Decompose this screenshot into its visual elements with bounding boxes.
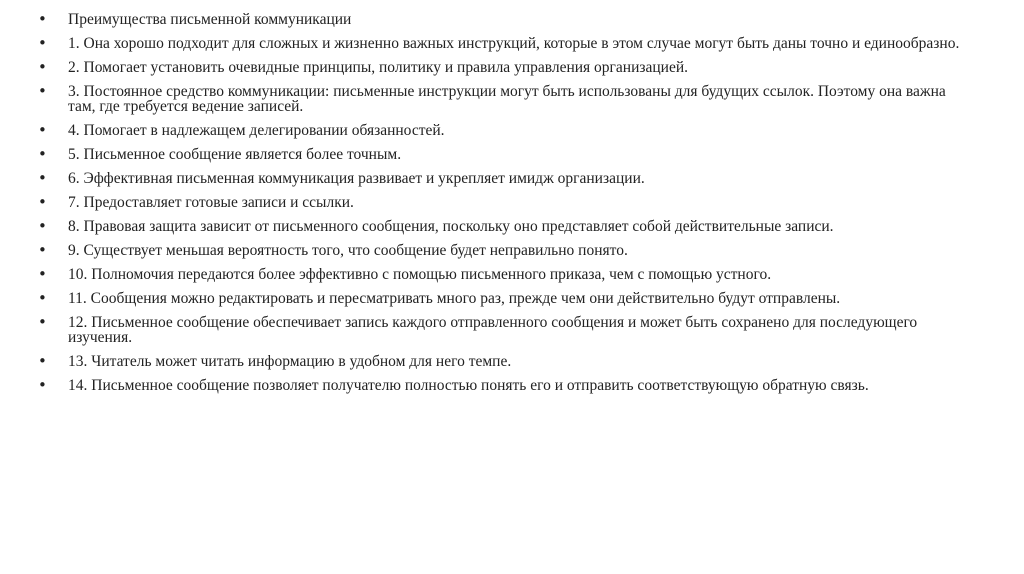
bullet-item-13 xyxy=(38,354,964,369)
bullet-item-7 xyxy=(38,195,964,210)
bullet-item-1 xyxy=(38,36,964,51)
bullet-dot: • xyxy=(38,169,47,187)
bullet-dot: • xyxy=(38,10,47,28)
bullet-dot: • xyxy=(38,352,47,370)
bullet-item-12 xyxy=(38,315,964,345)
bullet-dot: • xyxy=(38,145,47,163)
bullet-text: 2. Помогает установить очевидные принципы, политику и правила управления организацией. xyxy=(68,59,689,76)
bullet-item-11 xyxy=(38,291,964,306)
bullet-dot: • xyxy=(38,376,47,394)
bullet-dot: • xyxy=(38,265,47,283)
bullet-dot: • xyxy=(38,313,47,331)
bullet-dot: • xyxy=(38,193,47,211)
bullet-text: 11. Сообщения можно редактировать и пересматривать много раз, прежде чем они действительно будут отправлены. xyxy=(68,290,841,307)
bullet-text: 5. Письменное сообщение является более точным. xyxy=(68,146,402,163)
bullet-item-9 xyxy=(38,243,964,258)
bullet-item-10 xyxy=(38,267,964,282)
bullet-item-2 xyxy=(38,60,964,75)
bullet-text: 8. Правовая защита зависит от письменного сообщения, поскольку оно представляет собой действительные записи. xyxy=(68,218,834,235)
bullet-item-8 xyxy=(38,219,964,234)
bullet-item-5 xyxy=(38,147,964,162)
bullet-text: 4. Помогает в надлежащем делегировании обязанностей. xyxy=(68,122,445,139)
bullet-text: 6. Эффективная письменная коммуникация развивает и укрепляет имидж организации. xyxy=(68,170,645,187)
bullet-text: 13. Читатель может читать информацию в удобном для него темпе. xyxy=(68,353,512,370)
bullet-text: 3. Постоянное средство коммуникации: письменные инструкции могут быть использованы для будущих ссылок. Поэтому она важна там, где требуется ведение записей. xyxy=(68,83,946,115)
bullet-text: 7. Предоставляет готовые записи и ссылки. xyxy=(68,194,354,211)
bullet-text: 1. Она хорошо подходит для сложных и жизненно важных инструкций, которые в этом случае могут быть даны точно и единообразно. xyxy=(68,35,960,52)
bullet-dot: • xyxy=(38,289,47,307)
bullet-dot: • xyxy=(38,241,47,259)
bullet-text: 14. Письменное сообщение позволяет получателю полностью понять его и отправить соответствующую обратную связь. xyxy=(68,377,869,394)
bullet-item-14 xyxy=(38,378,964,393)
bullet-dot: • xyxy=(38,121,47,139)
bullet-list xyxy=(38,12,964,393)
bullet-text: 12. Письменное сообщение обеспечивает запись каждого отправленного сообщения и может быть сохранено для последующего изучения. xyxy=(68,314,918,346)
bullet-item-6 xyxy=(38,171,964,186)
bullet-item-3 xyxy=(38,84,964,114)
bullet-text: 9. Существует меньшая вероятность того, что сообщение будет неправильно понято. xyxy=(68,242,628,259)
bullet-dot: • xyxy=(38,34,47,52)
bullet-dot: • xyxy=(38,217,47,235)
bullet-dot: • xyxy=(38,82,47,100)
bullet-item-title xyxy=(38,12,964,27)
bullet-text: Преимущества письменной коммуникации xyxy=(68,11,352,28)
bullet-item-4 xyxy=(38,123,964,138)
bullet-dot: • xyxy=(38,58,47,76)
bullet-text: 10. Полномочия передаются более эффективно с помощью письменного приказа, чем с помощью устного. xyxy=(68,266,772,283)
